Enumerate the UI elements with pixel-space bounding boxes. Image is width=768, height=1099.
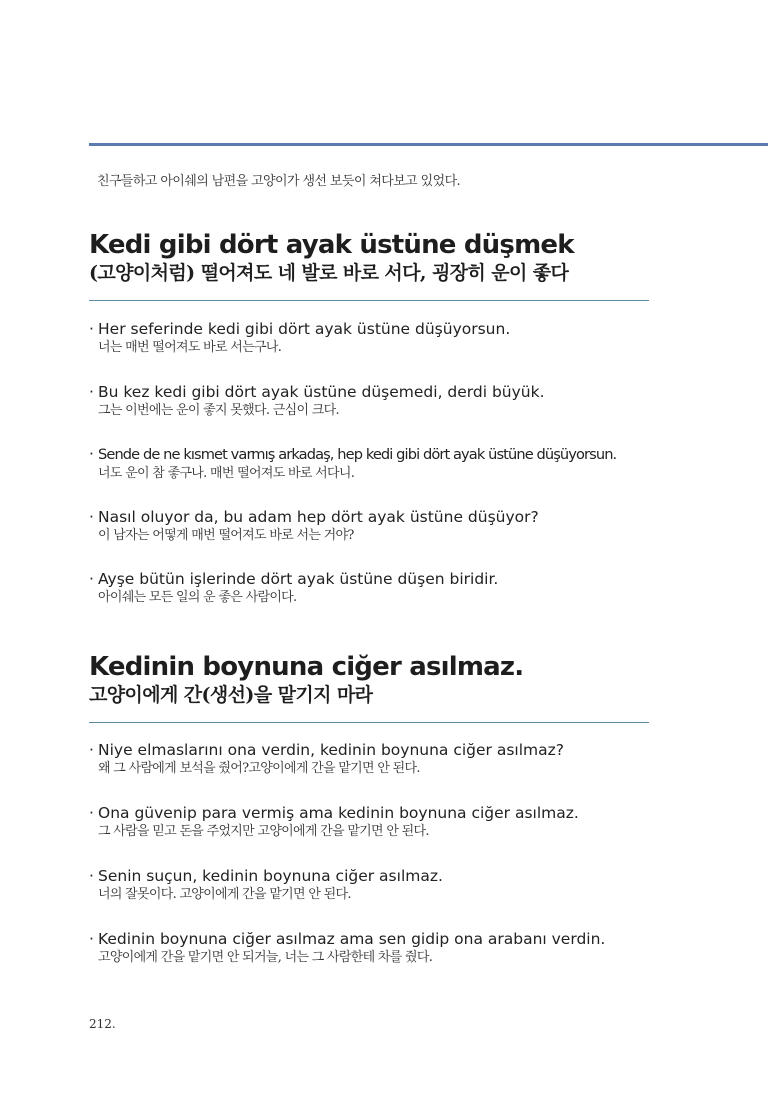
example-turkish: Bu kez kedi gibi dört ayak üstüne düşemedi, derdi büyük. (98, 383, 545, 401)
example-korean: 이 남자는 어떻게 매번 떨어져도 바로 서는 거야? (98, 528, 354, 543)
example-korean: 고양이에게 간을 맡기면 안 되거늘, 너는 그 사람한테 차를 줬다. (98, 950, 433, 965)
example-item (89, 569, 689, 607)
bullet: · (89, 930, 94, 948)
example-korean: 왜 그 사람에게 보석을 줬어?고양이에게 간을 맡기면 안 된다. (98, 761, 420, 776)
idiom-title: Kedi gibi dört ayak üstüne düşmek (89, 230, 574, 260)
bullet: · (89, 741, 94, 759)
bullet: · (89, 867, 94, 885)
page-number: 212. (89, 1017, 116, 1031)
top-rule (89, 143, 768, 146)
section-divider (89, 722, 649, 723)
example-item (89, 929, 689, 967)
example-turkish: Her seferinde kedi gibi dört ayak üstüne düşüyorsun. (98, 320, 511, 338)
example-korean: 아이쉐는 모든 일의 운 좋은 사람이다. (98, 590, 297, 605)
example-korean: 너의 잘못이다. 고양이에게 간을 맡기면 안 된다. (98, 887, 351, 902)
example-turkish: Ona güvenip para vermiş ama kedinin boynuna ciğer asılmaz. (98, 804, 579, 822)
example-korean: 그 사람을 믿고 돈을 주었지만 고양이에게 간을 맡기면 안 된다. (98, 824, 429, 839)
example-item (89, 803, 689, 841)
example-korean: 너는 매번 떨어져도 바로 서는구나. (98, 340, 282, 355)
idiom-section-1 (89, 230, 649, 301)
bullet: · (89, 804, 94, 822)
example-turkish: Ayşe bütün işlerinde dört ayak üstüne düşen biridir. (98, 570, 499, 588)
bullet: · (89, 508, 94, 526)
section-divider (89, 300, 649, 301)
example-korean: 너도 운이 참 좋구나. 매번 떨어져도 바로 서다니. (98, 466, 355, 481)
example-turkish: Niye elmaslarını ona verdin, kedinin boynuna ciğer asılmaz? (98, 741, 564, 759)
bullet: · (89, 383, 94, 401)
example-turkish: Senin suçun, kedinin boynuna ciğer asılmaz. (98, 867, 443, 885)
example-turkish: Kedinin boynuna ciğer asılmaz ama sen gidip ona arabanı verdin. (98, 930, 606, 948)
example-turkish: Nasıl oluyor da, bu adam hep dört ayak üstüne düşüyor? (98, 508, 539, 526)
example-item (89, 740, 689, 778)
bullet: · (89, 445, 94, 463)
example-item (89, 319, 689, 357)
idiom-section-2 (89, 652, 649, 723)
example-korean: 그는 이번에는 운이 좋지 못했다. 근심이 크다. (98, 403, 339, 418)
bullet: · (89, 570, 94, 588)
example-item (89, 866, 689, 904)
intro-sentence: 친구들하고 아이쉐의 남편을 고양이가 생선 보듯이 쳐다보고 있었다. (97, 174, 461, 189)
bullet: · (89, 320, 94, 338)
example-item (89, 507, 689, 545)
idiom-meaning: 고양이에게 간(생선)을 맡기지 마라 (89, 684, 373, 706)
example-item (89, 382, 689, 420)
example-item (89, 444, 689, 483)
idiom-meaning: (고양이처럼) 떨어져도 네 발로 바로 서다, 굉장히 운이 좋다 (89, 262, 569, 284)
example-turkish: Sende de ne kısmet varmış arkadaş, hep kedi gibi dört ayak üstüne düşüyorsun. (98, 446, 617, 463)
idiom-title: Kedinin boynuna ciğer asılmaz. (89, 652, 524, 682)
